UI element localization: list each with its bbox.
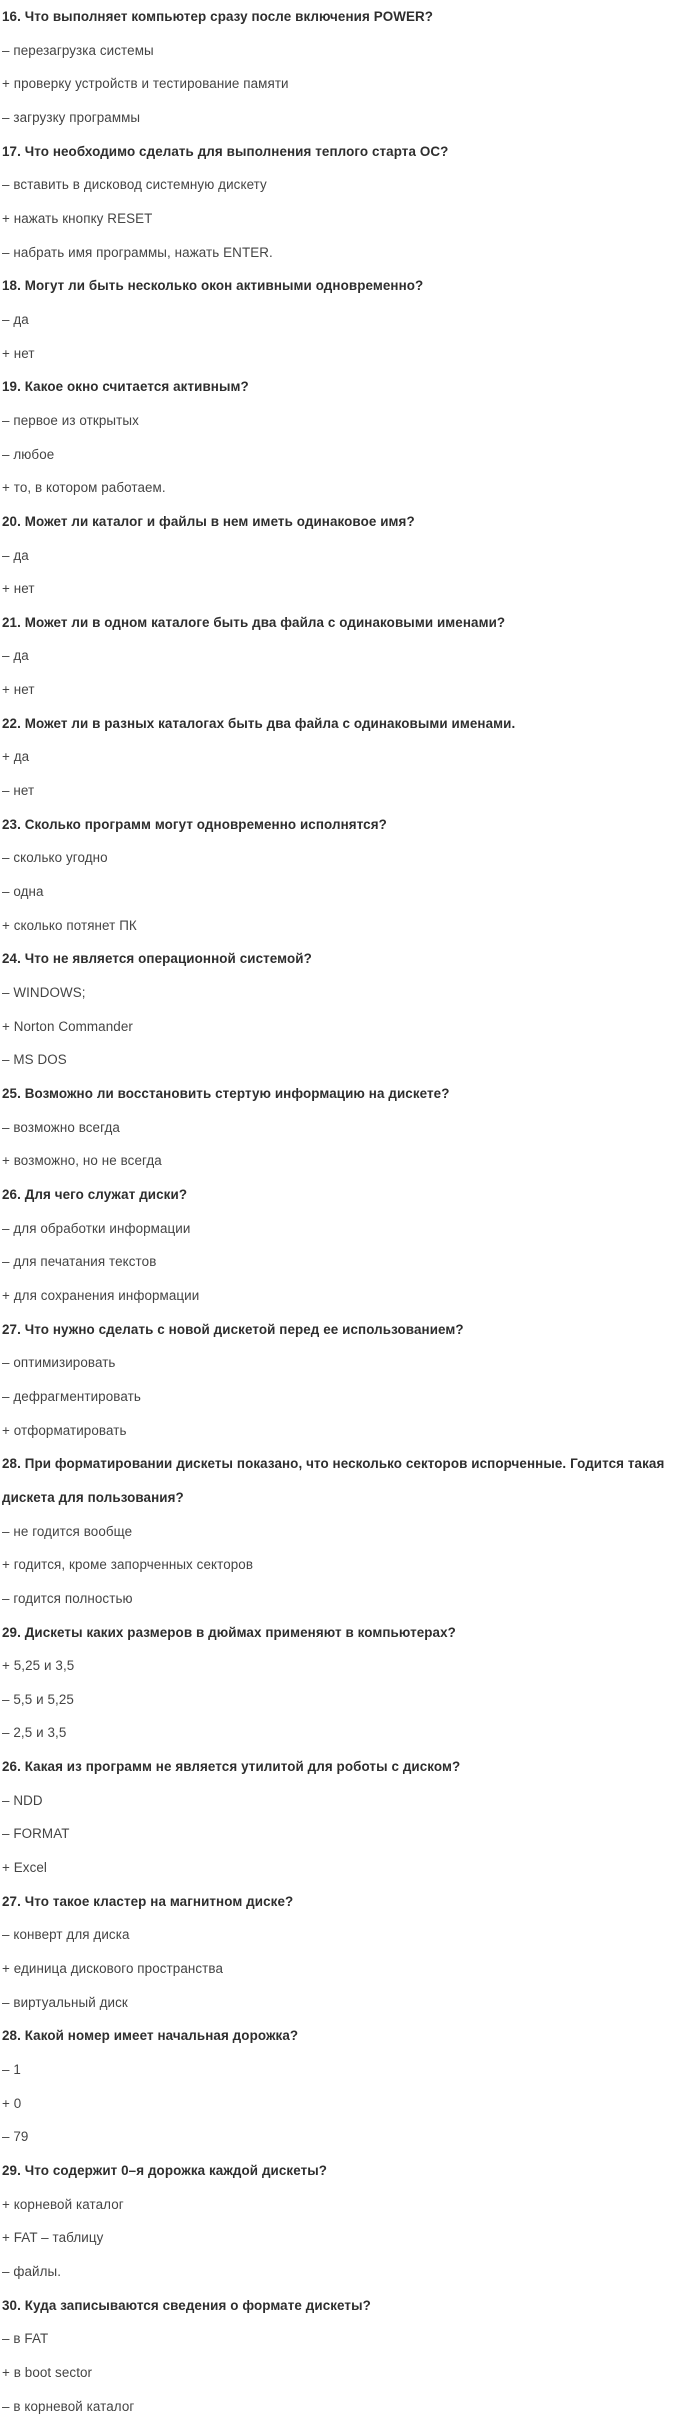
answer-option: + да [2,749,30,765]
answer-option: + годится, кроме запорченных секторов [2,1557,254,1573]
answer-option: – перезагрузка системы [2,42,154,58]
question-text: 19. Какое окно считается активным? [2,379,249,395]
answer-option: + 0 [2,2095,22,2111]
answer-option: – да [2,311,29,327]
answer-option: + сколько потянет ПК [2,917,137,933]
answer-option: – одна [2,884,44,900]
answer-option: + возможно, но не всегда [2,1153,162,1169]
answer-option: + отформатировать [2,1422,127,1438]
question-text: 22. Может ли в разных каталогах быть два файла с одинаковыми именами. [2,715,516,731]
question-text: 26. Какая из программ не является утилитой для роботы с диском? [2,1759,461,1775]
answer-option: – виртуальный диск [2,1994,128,2010]
answer-option: – 5,5 и 5,25 [2,1691,74,1707]
answer-option: + для сохранения информации [2,1287,200,1303]
answer-option: – дефрагментировать [2,1388,141,1404]
answer-option: – FORMAT [2,1826,70,1842]
question-text: 26. Для чего служат диски? [2,1186,188,1202]
answer-option: – загрузку программы [2,109,141,125]
question-text: 23. Сколько программ могут одновременно исполнятся? [2,816,387,832]
answer-option: – годится полностью [2,1590,133,1606]
question-text: 29. Что содержит 0–я дорожка каждой дискеты? [2,2163,328,2178]
answer-option: + Norton Commander [2,1018,133,1034]
answer-option: – для обработки информации [2,1220,191,1236]
answer-option: – для печатания текстов [2,1254,157,1270]
answer-option: + то, в котором работаем. [2,480,166,496]
answer-option: + нет [2,345,35,361]
answer-option: + 5,25 и 3,5 [2,1658,75,1674]
answer-option: + Excel [2,1860,47,1876]
answer-option: – сколько угодно [2,850,108,866]
question-text: 30. Куда записываются сведения о формате дискеты? [2,2297,371,2313]
answer-option: + нет [2,581,35,597]
question-text: 17. Что необходимо сделать для выполнения теплого старта OC? [2,143,449,159]
answer-option: – 1 [2,2062,21,2078]
question-text: 27. Что нужно сделать с новой дискетой перед ее использованием? [2,1321,464,1337]
question-text: 28. При форматировании дискеты показано, что несколько секторов испорченные. Годится такая дискета для пользования? [2,1456,665,1505]
question-text: 21. Может ли в одном каталоге быть два файла с одинаковыми именами? [2,614,506,630]
answer-option: – оптимизировать [2,1355,116,1371]
question-text: 24. Что не является операционной системой? [2,951,312,967]
answer-option: – да [2,547,29,563]
answer-option: – 2,5 и 3,5 [2,1725,67,1741]
question-text: 20. Может ли каталог и файлы в нем иметь одинаковое имя? [2,513,415,529]
question-text: 16. Что выполняет компьютер сразу после включения POWER? [2,9,434,24]
answer-option: – да [2,648,29,664]
answer-option: + проверку устройств и тестирование памяти [2,76,289,92]
answer-option: – не годится вообще [2,1523,133,1539]
answer-option: – в корневой каталог [2,2398,135,2414]
answer-option: – конверт для диска [2,1927,130,1943]
answer-option: – возможно всегда [2,1119,120,1135]
answer-option: – первое из открытых [2,412,139,428]
question-text: 29. Дискеты каких размеров в дюймах применяют в компьютерах? [2,1624,456,1640]
answer-option: – WINDOWS; [2,985,86,1001]
answer-option: + нажать кнопку RESET [2,210,153,226]
answer-option: – MS DOS [2,1052,67,1068]
question-text: 27. Что такое кластер на магнитном диске? [2,1893,294,1909]
answer-option: – вставить в дисковод системную дискету [2,177,267,193]
answer-option: – любое [2,446,55,462]
answer-option: – 79 [2,2129,29,2145]
question-text: 25. Возможно ли восстановить стертую информацию на дискете? [2,1086,450,1101]
answer-option: – нет [2,783,35,799]
answer-option: + FAT – таблицу [2,2230,104,2246]
answer-option: + в boot sector [2,2364,93,2380]
answer-option: + единица дискового пространства [2,1961,224,1977]
question-text: 28. Какой номер имеет начальная дорожка? [2,2028,299,2044]
answer-option: + нет [2,682,35,698]
answer-option: – файлы. [2,2263,62,2279]
question-text: 18. Могут ли быть несколько окон активными одновременно? [2,278,424,294]
answer-option: – в FAT [2,2331,49,2347]
answer-option: – набрать имя программы, нажать ENTER. [2,244,273,260]
answer-option: – NDD [2,1792,43,1808]
answer-option: + корневой каталог [2,2196,124,2212]
